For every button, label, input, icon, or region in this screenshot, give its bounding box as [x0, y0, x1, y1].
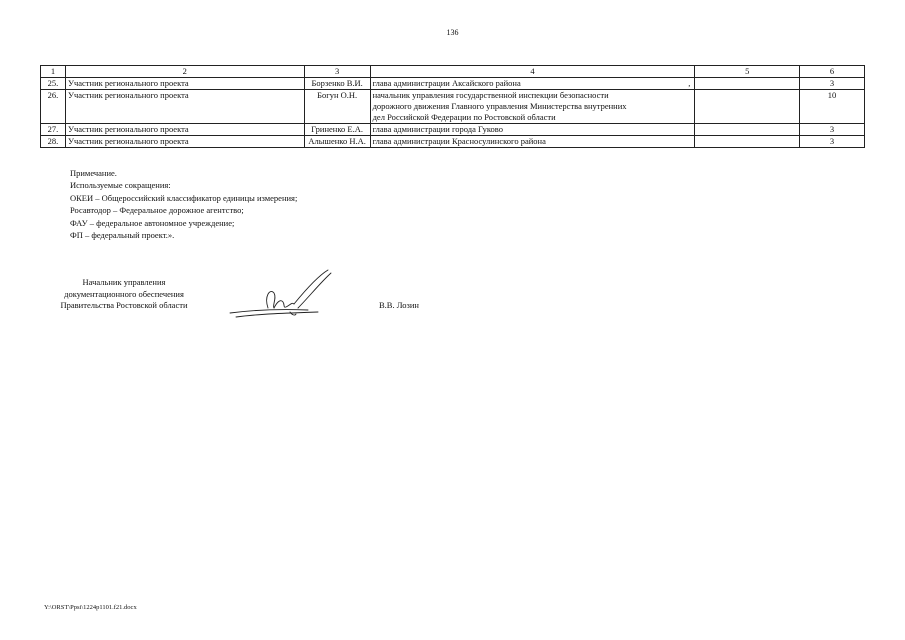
signatory-name: В.В. Лозин: [379, 300, 419, 310]
row-position: [370, 78, 695, 90]
row-name: Борзенко В.И.: [304, 78, 370, 90]
row-name: Богун О.Н.: [304, 90, 370, 124]
table-row: [41, 90, 865, 124]
note-item-okei: ОКЕИ – Общероссийский классификатор единицы измерения;: [70, 192, 298, 203]
row-number: 28.: [41, 136, 66, 148]
row-name: Гриненко Е.А.: [304, 124, 370, 136]
row-role: Участник регионального проекта: [65, 136, 304, 148]
row-name: Алышенко Н.А.: [304, 136, 370, 148]
page-number: 136: [446, 28, 459, 37]
signatory-title: [44, 277, 204, 312]
signatory-title-line: Начальник управления: [82, 277, 166, 287]
header-col-5: 5: [695, 66, 800, 78]
row-number: 27.: [41, 124, 66, 136]
row-position-line: глава администрации Красносулинского района: [372, 136, 546, 146]
signatory-title-line: документационного обеспечения: [64, 288, 184, 299]
row-mark: ,: [688, 78, 691, 88]
row-col-5: [695, 90, 800, 124]
file-path: Y:\ORST\Ppsi\1224p1101.f21.docx: [44, 604, 137, 611]
row-position-line: начальник управления государственной инспекции безопасности: [372, 90, 609, 100]
header-col-4: 4: [370, 66, 695, 78]
note-subtitle: Используемые сокращения:: [70, 180, 171, 191]
row-role: Участник регионального проекта: [65, 124, 304, 136]
row-position: [370, 90, 695, 124]
row-col-6: 3: [800, 124, 865, 136]
row-col-5: [695, 78, 800, 90]
row-position-line: глава администрации Аксайского района: [372, 78, 521, 88]
row-position: [370, 124, 695, 136]
table-row: [41, 78, 865, 90]
row-position-line: дел Российской Федерации по Ростовской области: [372, 112, 556, 122]
row-number: 25.: [41, 78, 66, 90]
row-number: 26.: [41, 90, 66, 124]
row-role: Участник регионального проекта: [65, 78, 304, 90]
table-row: [41, 124, 865, 136]
note-item-fau: ФАУ – федеральное автономное учреждение;: [70, 217, 235, 228]
row-col-6: 10: [800, 90, 865, 124]
row-col-5: [695, 136, 800, 148]
signatory-title-line: Правительства Ростовской области: [60, 300, 188, 310]
row-col-6: 3: [800, 136, 865, 148]
row-col-5: [695, 124, 800, 136]
row-position-line: глава администрации города Гуково: [372, 124, 503, 134]
note-block: [70, 167, 297, 241]
note-title: Примечание.: [70, 168, 117, 178]
note-item-fp: ФП – федеральный проект.».: [70, 230, 175, 241]
regional-project-table: [40, 65, 865, 148]
row-position: [370, 136, 695, 148]
table-header-row: [41, 66, 865, 78]
note-item-rosavtodor: Росавтодор – Федеральное дорожное агентство;: [70, 205, 244, 216]
row-col-6: 3: [800, 78, 865, 90]
handwritten-signature: [228, 268, 338, 323]
row-role: Участник регионального проекта: [65, 90, 304, 124]
row-position-line: дорожного движения Главного управления Министерства внутренних: [372, 101, 627, 111]
header-col-2: 2: [65, 66, 304, 78]
table-row: [41, 136, 865, 148]
header-col-1: 1: [41, 66, 66, 78]
header-col-3: 3: [304, 66, 370, 78]
header-col-6: 6: [800, 66, 865, 78]
